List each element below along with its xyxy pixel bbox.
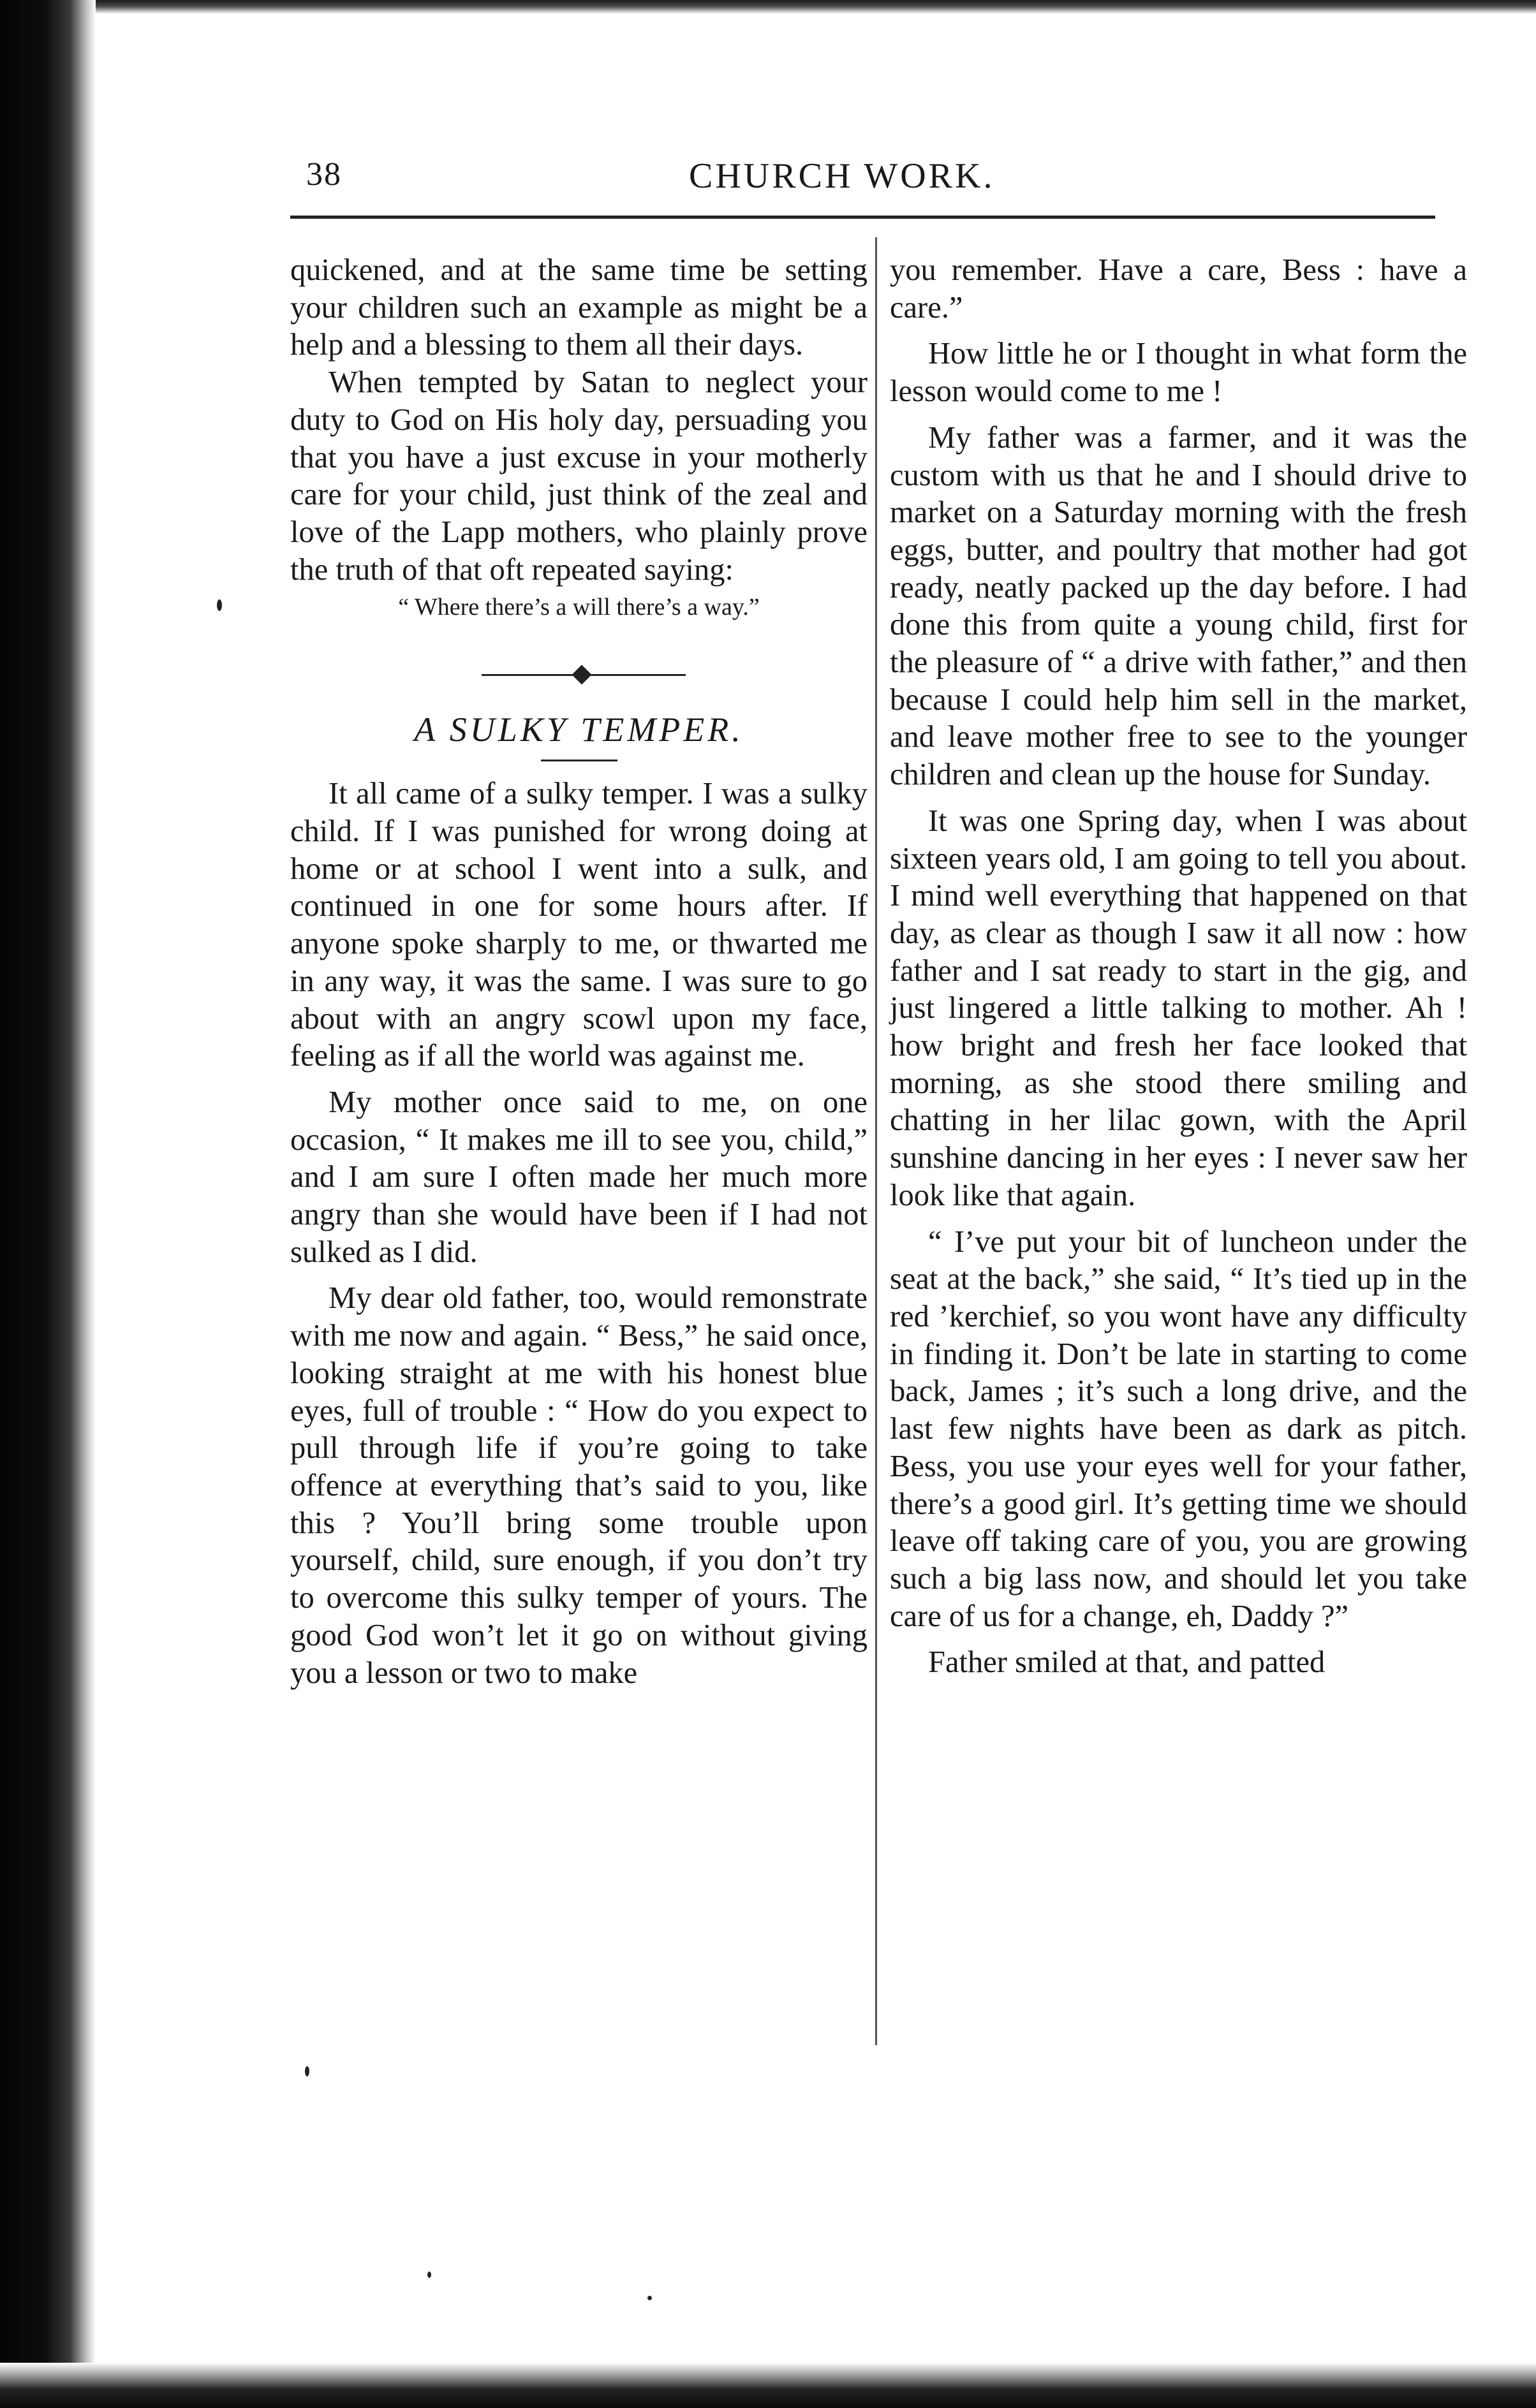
column-divider <box>875 237 877 2045</box>
paragraph: quickened, and at the same time be setting your children such an example as might be a help and a blessing to them all their days. <box>290 253 868 362</box>
paragraph: It all came of a sulky temper. I was a sulky child. If I was punished for wrong doing at home or at school I went into a sulk, and continued in one for some hours after. If anyone spoke sharply to me, or thwarted me in any way, it was the same. I was sure to go about with an angry scowl upon my face, feeling as if all the world was against me. <box>290 777 868 1073</box>
scan-speck <box>427 2272 431 2278</box>
scan-speck <box>305 2066 309 2076</box>
scan-top-edge <box>96 0 1536 14</box>
left-column <box>290 252 868 1692</box>
paragraph: “ I’ve put your bit of luncheon under the seat at the back,” she said, “ It’s tied up in the red ’kerchief, so you wont have any difficulty in finding it. Don’t be late in starting to come back, James ; it’s such a long drive, and the last few nights have been as dark as pitch. Bess, you use your eyes well for your father, there’s a good girl. It’s getting time we should leave off taking care of you, you are growing such a big lass now, and should let you take care of us for a change, eh, Daddy ?” <box>890 1224 1467 1633</box>
paragraph: How little he or I thought in what form the lesson would come to me ! <box>890 337 1467 409</box>
scan-left-edge <box>0 0 96 2408</box>
right-column <box>890 252 1467 1682</box>
page-number: 38 <box>306 156 342 193</box>
article-title: A SULKY TEMPER. <box>414 710 744 749</box>
running-head: CHURCH WORK. <box>689 156 995 196</box>
scan-speck <box>217 599 222 611</box>
scan-speck <box>647 2296 652 2300</box>
paragraph: Father smiled at that, and patted <box>928 1645 1326 1680</box>
paragraph: When tempted by Satan to neglect your duty to God on His holy day, persuading you that you have a just excuse in your motherly care for your child, just think of the zeal and love of the Lapp mothers, who plainly prove the truth of that oft repeated saying: <box>290 365 868 587</box>
paragraph: My dear old father, too, would remonstrate with me now and again. “ Bess,” he said once, looking straight at me with his honest blue eyes, full of trouble : “ How do you expect to pull through life if you’re going to take offence at everything that’s said to you, like this ? You’ll bring some trouble upon yourself, child, sure enough, if you don’t try to overcome this sulky temper of yours. The good God won’t let it go on without giving you a lesson or two to make <box>290 1281 868 1690</box>
scan-bottom-edge <box>0 2363 1536 2408</box>
section-ornament <box>290 643 868 707</box>
ornament-diamond <box>572 665 591 685</box>
paragraph: My mother once said to me, on one occasion, “ It makes me ill to see you, child,” and I am sure I often made her much more angry than she would have been if I had not sulked as I did. <box>290 1085 868 1269</box>
paragraph: It was one Spring day, when I was about sixteen years old, I am going to tell you about. I mind well everything that happened on that day, as clear as though I saw it all now : how father and I sat ready to start in the gig, and just lingered a little talking to mother. Ah ! how bright and fresh her face looked that morning, as she stood there smiling and chatting in her lilac gown, with the April sunshine dancing in her eyes : I never saw her look like that again. <box>890 804 1467 1212</box>
paragraph: My father was a farmer, and it was the custom with us that he and I should drive to market on a Saturday morning with the fresh eggs, butter, and poultry that mother had got ready, neatly packed up the day before. I had done this from quite a young child, first for the pleasure of “ a drive with father,” and then because I could help him sell in the market, and leave mother free to see to the younger children and clean up the house for Sunday. <box>890 420 1467 792</box>
paragraph: you remember. Have a care, Bess : have a care.” <box>890 253 1467 325</box>
header-rule <box>290 216 1435 219</box>
title-rule <box>541 760 617 761</box>
motto-quote: “ Where there’s a will there’s a way.” <box>398 594 760 621</box>
